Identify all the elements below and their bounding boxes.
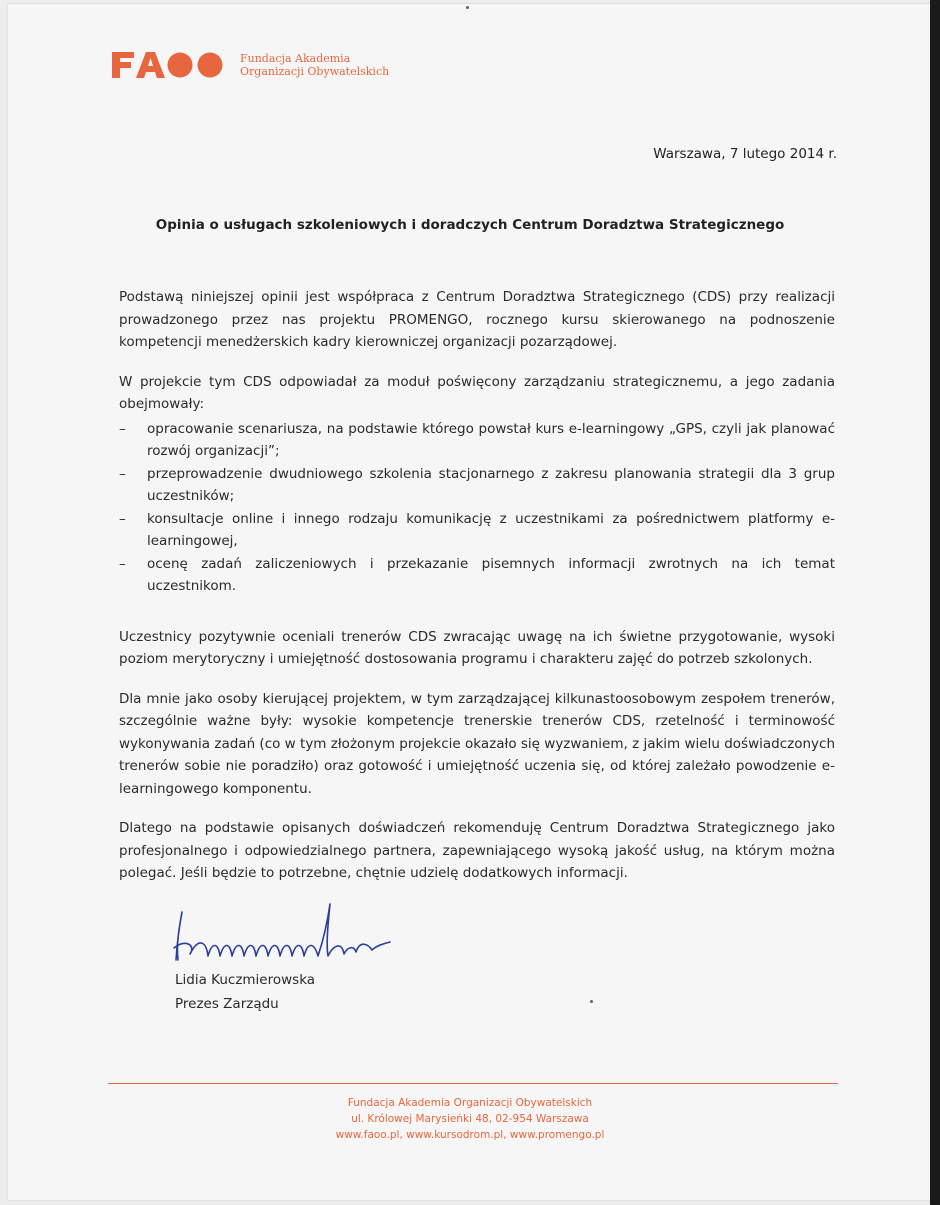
- logo-wordmark: [240, 52, 389, 78]
- paragraph-personal: Dla mnie jako osoby kierującej projektem, w tym zarządzającej kilkunastoosobowym zespołem trenerów, szczególnie ważne były: wysokie kompetencje trenerskie trenerów CDS, rzetelność i terminowość wykonywania zadań (co w tym złożonym projekcie okazało się wyzwaniem, z jakim wielu doświadczonych trenerów sobie nie poradziło) oraz gotowość i umiejętność uczenia się, od której zależało powodzenie e-learningowego komponentu.: [119, 690, 835, 797]
- logo-line-2: Organizacji Obywatelskich: [240, 65, 390, 78]
- scan-edge: [930, 0, 940, 1205]
- footer-websites: www.faoo.pl, www.kursodrom.pl, www.promengo.pl: [335, 1129, 605, 1141]
- footer-org-name: Fundacja Akademia Organizacji Obywatelskich: [347, 1097, 593, 1109]
- list-item-text: konsultacje online i innego rodzaju komunikację z uczestnikami za pośrednictwem platformy e-learningowej,: [147, 510, 835, 549]
- paragraph-scope: W projekcie tym CDS odpowiadał za moduł poświęcony zarządzaniu strategicznemu, a jego zadania obejmowały:: [119, 373, 835, 412]
- footer-divider: [108, 1083, 838, 1084]
- logo-line-1: Fundacja Akademia: [240, 52, 351, 65]
- dash-bullet: –: [119, 420, 126, 437]
- list-item: [119, 553, 835, 598]
- faoo-logo-mark: [112, 52, 226, 78]
- letter-body: [119, 286, 835, 902]
- signatory-name: Lidia Kuczmierowska: [175, 972, 316, 988]
- letter-date: Warszawa, 7 lutego 2014 r.: [653, 146, 837, 162]
- list-item: [119, 418, 835, 463]
- dash-bullet: –: [119, 555, 126, 572]
- paragraph-evaluation: Uczestnicy pozytywnie oceniali trenerów CDS zwracając uwagę na ich świetne przygotowanie, wysoki poziom merytoryczny i umiejętność dostosowania programu i charakteru zajęć do potrzeb szkolonych.: [119, 628, 835, 667]
- list-item: [119, 463, 835, 508]
- paragraph-recommendation: Dlatego na podstawie opisanych doświadczeń rekomenduję Centrum Doradztwa Strategicznego jako profesjonalnego i odpowiedzialnego partnera, zapewniającego wysoką jakość usług, na którym można polegać. Jeśli będzie to potrzebne, chętnie udzielę dodatkowych informacji.: [119, 820, 835, 881]
- handwritten-signature: [168, 898, 398, 970]
- list-item-text: ocenę zadań zaliczeniowych i przekazanie pisemnych informacji zwrotnych na ich temat uczestnikom.: [147, 555, 835, 594]
- dash-bullet: –: [119, 510, 126, 527]
- list-item: [119, 508, 835, 553]
- scan-speck: [590, 1000, 593, 1003]
- paragraph-intro: Podstawą niniejszej opinii jest współpraca z Centrum Doradztwa Strategicznego (CDS) przy realizacji prowadzonego przez nas projektu PROMENGO, rocznego kursu skierowanego na podnoszenie kompetencji menedżerskich kadry kierowniczej organizacji pozarządowej.: [119, 289, 835, 350]
- list-item-text: opracowanie scenariusza, na podstawie którego powstał kurs e-learningowy „GPS, czyli jak planować rozwój organizacji”;: [147, 420, 835, 459]
- faoo-logo: [112, 52, 389, 78]
- tasks-list: [119, 418, 835, 598]
- letter-title: Opinia o usługach szkoleniowych i doradczych Centrum Doradztwa Strategicznego: [155, 217, 785, 233]
- letter-footer: [0, 1095, 940, 1143]
- dash-bullet: –: [119, 465, 126, 482]
- list-item-text: przeprowadzenie dwudniowego szkolenia stacjonarnego z zakresu planowania strategii dla 3 grup uczestników;: [147, 465, 835, 504]
- footer-address: ul. Królowej Marysieńki 48, 02-954 Warszawa: [351, 1113, 589, 1125]
- scan-speck: [466, 6, 469, 9]
- signatory-role: Prezes Zarządu: [175, 996, 279, 1012]
